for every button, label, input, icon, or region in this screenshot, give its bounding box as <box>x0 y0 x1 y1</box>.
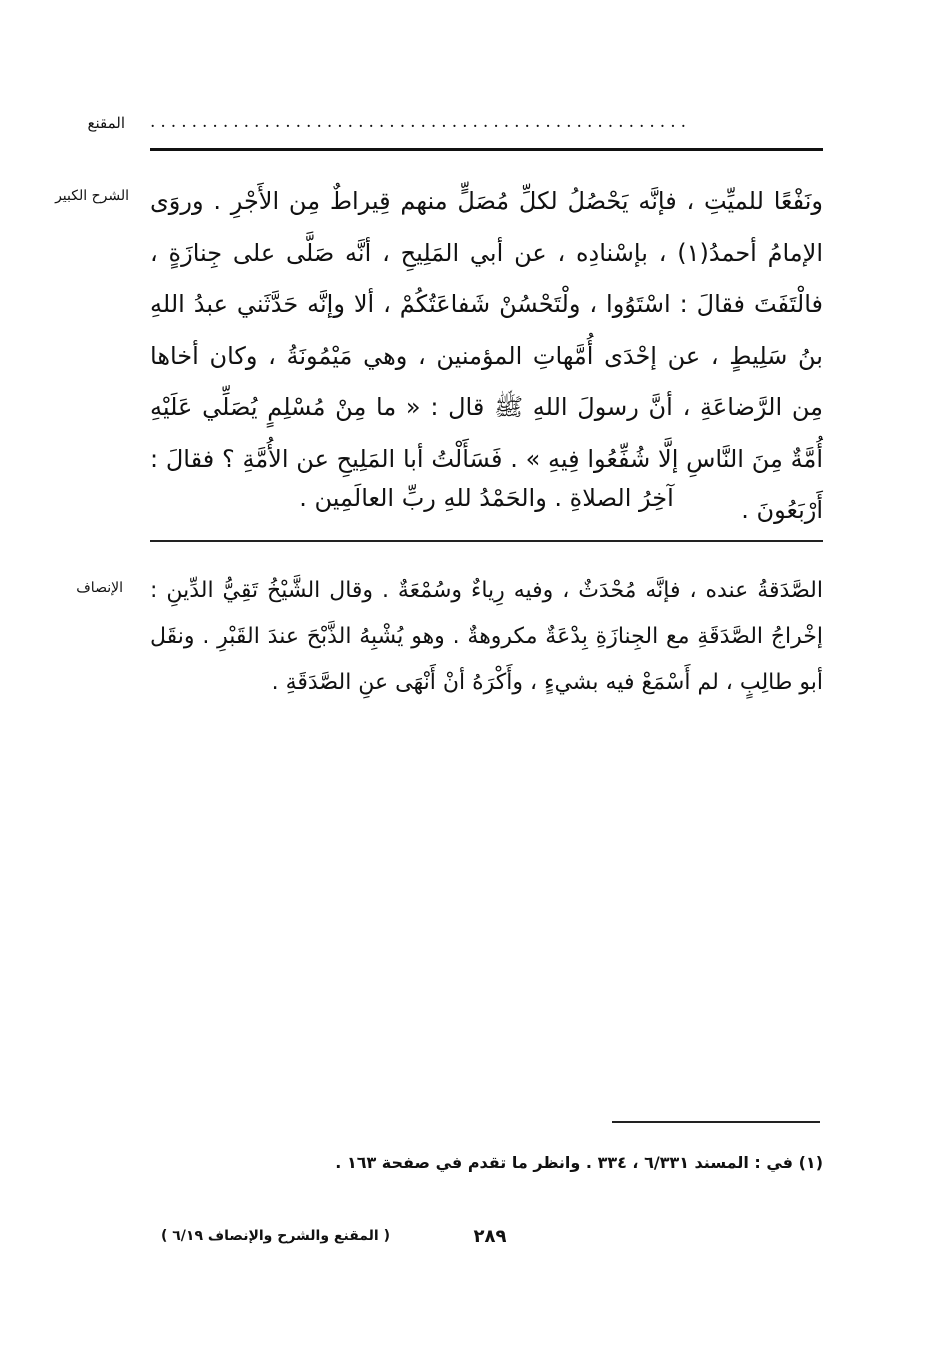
book-title-label: المقنع <box>87 114 125 132</box>
section-label-insaf: الإنصاف <box>76 580 123 596</box>
page-number: ٢٨٩ <box>473 1226 507 1247</box>
insaf-paragraph: الصَّدَقةُ عنده ، فإنَّه مُحْدَثٌ ، وفيه رِياءٌ وسُمْعَةٌ . وقال الشَّيْخُ تَقِيُّ الدِّينِ : إخْراجُ الصَّدَقَةِ مع الجِنازَةِ بِدْعَةٌ مكروهةٌ . وهو يُشْبِهُ الذَّبْحَ عندَ القَبْرِ . ونقَل أبو طالِبٍ ، لم أَسْمَعْ فيه بشيءٍ ، وأَكْرَهُ أنْ أَنْهَى عنِ الصَّدَقَةِ . <box>150 578 823 695</box>
footnote-rule <box>612 1121 820 1123</box>
header-leader-dots: .................................................... <box>150 112 691 132</box>
section-divider <box>150 540 823 542</box>
section-label-sharh: الشرح الكبير <box>55 188 129 204</box>
book-volume-reference: ( المقنع والشرح والإنصاف ٦/١٩ ) <box>160 1228 390 1244</box>
footnote: (١) في : المسند ٦/٣٣١ ، ٣٣٤ . وانظر ما تقدم في صفحة ١٦٣ . <box>335 1153 823 1172</box>
sharh-closing-line: آخِرُ الصلاةِ . والحَمْدُ للهِ ربِّ العالَمِين . <box>299 484 674 512</box>
sharh-paragraph: ونَفْعًا للميِّتِ ، فإنَّه يَحْصُلُ لكلِّ مُصَلٍّ منهم قِيراطٌ مِن الأَجْرِ . وروَى الإمامُ أحمدُ(١) ، بإسْنادِه ، عن أبي المَلِيحِ ، أنَّه صَلَّى على جِنازَةٍ ، فالْتَفَتَ فقالَ : اسْتَوُوا ، ولْتَحْسُنْ شَفاعَتُكُمْ ، ألا وإنَّه حَدَّثَني عبدُ اللهِ بنُ سَلِيطٍ ، عن إحْدَى أُمَّهاتِ المؤمنين ، وهي مَيْمُونَةُ ، وكان أخاها مِن الرَّضاعَةِ ، أنَّ رسولَ اللهِ ﷺ قال : « ما مِنْ مُسْلِمٍ يُصَلِّي عَلَيْهِ أُمَّةٌ مِنَ النَّاسِ إلَّا شُفِّعُوا فِيهِ » . فَسَأَلْتُ أبا المَلِيحِ عن الأُمَّةِ ؟ فقالَ : أَرْبَعُونَ . <box>150 187 823 524</box>
header-rule <box>150 148 823 151</box>
